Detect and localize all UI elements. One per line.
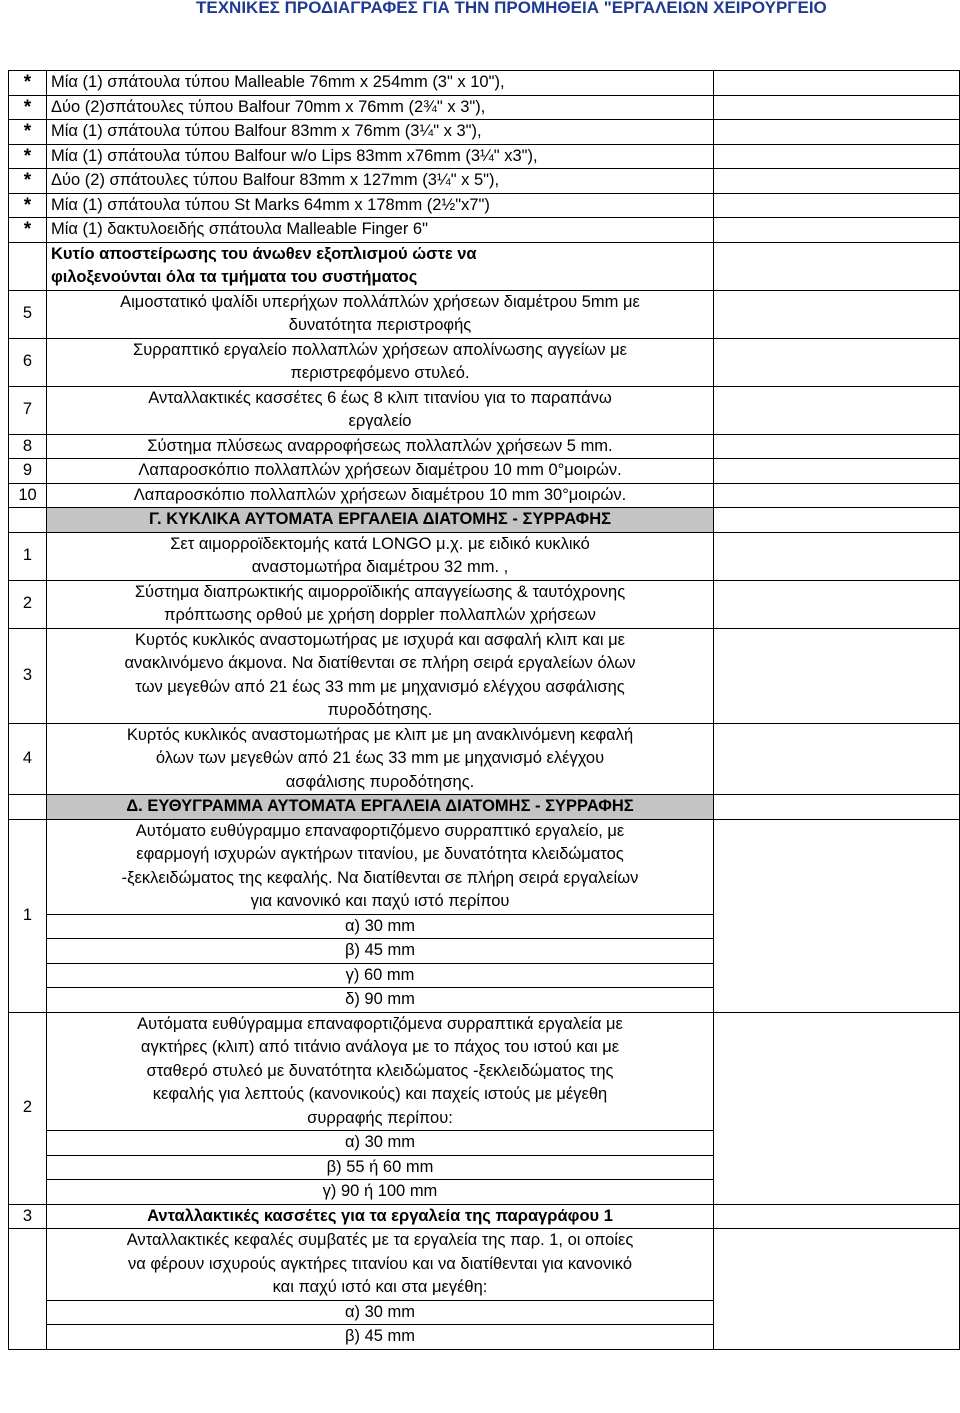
table-row bbox=[9, 120, 960, 145]
item-description bbox=[47, 120, 714, 145]
row-number: 2 bbox=[9, 580, 47, 628]
size-option: β) 45 mm bbox=[47, 1325, 714, 1350]
description-line: Κυρτός κυκλικός αναστομωτήρας με ισχυρά και ασφαλή κλιπ και με bbox=[134, 630, 626, 649]
response-cell bbox=[714, 532, 960, 580]
row-number: 4 bbox=[9, 723, 47, 795]
item-description bbox=[47, 532, 714, 580]
table-row bbox=[9, 628, 960, 723]
table-row bbox=[9, 290, 960, 338]
row-number: * bbox=[9, 120, 47, 145]
row-number: * bbox=[9, 169, 47, 194]
item-description bbox=[47, 1012, 714, 1131]
description-line: των μεγεθών από 21 έως 33 mm με μηχανισμό ελέγχου ασφάλισης bbox=[135, 677, 625, 696]
table-row bbox=[9, 1229, 960, 1301]
response-cell bbox=[714, 242, 960, 290]
row-number: 6 bbox=[9, 338, 47, 386]
table-row bbox=[9, 144, 960, 169]
description-line: εργαλείο bbox=[348, 412, 412, 430]
section-header-row bbox=[9, 795, 960, 820]
description-line: Μία (1) σπάτουλα τύπου Balfour 83mm x 76mm (3¼" x 3"), bbox=[51, 122, 482, 140]
description-line: ασφάλισης πυροδότησης. bbox=[285, 772, 475, 791]
row-number: 8 bbox=[9, 434, 47, 459]
response-cell bbox=[714, 1012, 960, 1204]
description-line: Σύστημα διαπρωκτικής αιμορροϊδικής απαγγείωσης & ταυτόχρονης bbox=[134, 582, 626, 601]
size-option: α) 30 mm bbox=[47, 1300, 714, 1325]
description-line: αναστομωτήρα διαμέτρου 32 mm. , bbox=[251, 558, 509, 576]
section-title: Δ. ΕΥΘΥΓΡΑΜΜΑ ΑΥΤΟΜΑΤΑ ΕΡΓΑΛΕΙΑ ΔΙΑΤΟΜΗΣ - ΣΥΡΡΑΦΗΣ bbox=[47, 795, 714, 820]
table-row bbox=[9, 386, 960, 434]
size-option: δ) 90 mm bbox=[47, 988, 714, 1013]
size-option: γ) 60 mm bbox=[47, 963, 714, 988]
item-heading: Ανταλλακτικές κασσέτες για τα εργαλεία της παραγράφου 1 bbox=[47, 1204, 714, 1229]
response-cell bbox=[714, 628, 960, 723]
row-number-cell bbox=[9, 508, 47, 533]
response-cell bbox=[714, 290, 960, 338]
response-cell bbox=[714, 144, 960, 169]
table-row bbox=[9, 459, 960, 484]
row-number-cell bbox=[9, 795, 47, 820]
description-line: φιλοξενούνται όλα τα τμήματα του συστήματος bbox=[51, 268, 418, 286]
description-line: Μία (1) σπάτουλα τύπου Balfour w/o Lips 83mm x76mm (3¼" x3"), bbox=[51, 146, 538, 165]
item-description bbox=[47, 169, 714, 194]
response-cell bbox=[714, 95, 960, 120]
row-number: * bbox=[9, 95, 47, 120]
response-cell bbox=[714, 819, 960, 1012]
item-description bbox=[47, 819, 714, 914]
description-line: Μία (1) σπάτουλα τύπου Malleable 76mm x 254mm (3" x 10"), bbox=[51, 73, 505, 91]
table-row bbox=[9, 580, 960, 628]
document-title: ΤΕΧΝΙΚΕΣ ΠΡΟΔΙΑΓΡΑΦΕΣ ΓΙΑ ΤΗΝ ΠΡΟΜΗΘΕΙΑ "ΕΡΓΑΛΕΙΩΝ ΧΕΙΡΟΥΡΓΕΙΟ bbox=[196, 0, 827, 17]
description-line: Σετ αιμορροϊδεκτομής κατά LONGO μ.χ. με ειδικό κυκλικό bbox=[170, 534, 590, 553]
response-cell bbox=[714, 193, 960, 218]
response-cell bbox=[714, 71, 960, 96]
row-number: * bbox=[9, 71, 47, 96]
description-line: όλων των μεγεθών από 21 έως 33 mm με μηχανισμό ελέγχου bbox=[155, 749, 605, 767]
row-number: * bbox=[9, 193, 47, 218]
description-line: Μία (1) δακτυλοειδής σπάτουλα Malleable Finger 6" bbox=[51, 220, 428, 238]
item-description bbox=[47, 580, 714, 628]
response-cell bbox=[714, 386, 960, 434]
table-row bbox=[9, 532, 960, 580]
response-cell bbox=[714, 580, 960, 628]
row-number: 9 bbox=[9, 459, 47, 484]
item-description bbox=[47, 1229, 714, 1301]
row-number: 5 bbox=[9, 290, 47, 338]
table-row bbox=[9, 483, 960, 508]
table-row bbox=[9, 242, 960, 290]
table-row bbox=[9, 95, 960, 120]
response-cell bbox=[714, 169, 960, 194]
table-row bbox=[9, 1204, 960, 1229]
description-line: αγκτήρες (κλιπ) από τιτάνιο ανάλογα με το πάχος του ιστού και με bbox=[140, 1038, 620, 1056]
table-row bbox=[9, 434, 960, 459]
row-number: 1 bbox=[9, 532, 47, 580]
row-number: 10 bbox=[9, 483, 47, 508]
description-line: Μία (1) σπάτουλα τύπου St Marks 64mm x 178mm (2½"x7") bbox=[51, 195, 490, 214]
row-number: 3 bbox=[9, 1204, 47, 1229]
description-line: Δύο (2)σπάτουλες τύπου Balfour 70mm x 76mm (2¾" x 3"), bbox=[51, 97, 486, 116]
description-line: Δύο (2) σπάτουλες τύπου Balfour 83mm x 127mm (3¼" x 5"), bbox=[51, 171, 500, 189]
description-line: Σύστημα πλύσεως αναρροφήσεως πολλαπλών χρήσεων 5 mm. bbox=[147, 436, 613, 455]
table-row bbox=[9, 723, 960, 795]
item-description bbox=[47, 338, 714, 386]
description-line: Ανταλλακτικές κεφαλές συμβατές με τα εργαλεία της παρ. 1, οι οποίες bbox=[126, 1231, 634, 1249]
description-line: συρραφής περίπου: bbox=[307, 1108, 453, 1127]
item-description bbox=[47, 723, 714, 795]
table-row bbox=[9, 218, 960, 243]
description-line: Λαπαροσκόπιο πολλαπλών χρήσεων διαμέτρου 10 mm 0°μοιρών. bbox=[138, 461, 622, 479]
row-number: * bbox=[9, 218, 47, 243]
item-description bbox=[47, 71, 714, 96]
size-option: β) 45 mm bbox=[47, 939, 714, 964]
description-line: δυνατότητα περιστροφής bbox=[288, 316, 472, 334]
item-description bbox=[47, 218, 714, 243]
response-cell bbox=[714, 483, 960, 508]
size-option: α) 30 mm bbox=[47, 914, 714, 939]
section-title: Γ. ΚΥΚΛΙΚΑ ΑΥΤΟΜΑΤΑ ΕΡΓΑΛΕΙΑ ΔΙΑΤΟΜΗΣ - ΣΥΡΡΑΦΗΣ bbox=[47, 508, 714, 533]
description-line: ανακλινόμενο άκμονα. Να διατίθενται σε πλήρη σειρά εργαλείων όλων bbox=[124, 654, 636, 672]
response-cell bbox=[714, 459, 960, 484]
row-number: 7 bbox=[9, 386, 47, 434]
item-description bbox=[47, 242, 714, 290]
description-line: Αυτόματα ευθύγραμμα επαναφορτιζόμενα συρραπτικά εργαλεία με bbox=[137, 1014, 623, 1033]
table-row bbox=[9, 338, 960, 386]
description-line: περιστρεφόμενο στυλεό. bbox=[290, 364, 470, 382]
response-cell bbox=[714, 434, 960, 459]
table-row bbox=[9, 169, 960, 194]
description-line: σταθερό στυλεό με δυνατότητα κλειδώματος -ξεκλειδώματος της bbox=[146, 1061, 614, 1080]
row-number bbox=[9, 1229, 47, 1350]
item-description bbox=[47, 193, 714, 218]
description-line: Κυρτός κυκλικός αναστομωτήρας με κλιπ με μη ανακλινόμενη κεφαλή bbox=[126, 725, 634, 744]
row-number bbox=[9, 242, 47, 290]
description-line: Λαπαροσκόπιο πολλαπλών χρήσεων διαμέτρου 10 mm 30°μοιρών. bbox=[133, 485, 627, 504]
size-option: α) 30 mm bbox=[47, 1131, 714, 1156]
item-description bbox=[47, 628, 714, 723]
response-cell bbox=[714, 338, 960, 386]
table-row bbox=[9, 1012, 960, 1131]
empty-cell bbox=[714, 508, 960, 533]
description-line: να φέρουν ισχυρούς αγκτήρες τιτανίου και να διατίθενται για κανονικό bbox=[127, 1254, 633, 1273]
item-description bbox=[47, 434, 714, 459]
item-description bbox=[47, 459, 714, 484]
description-line: για κανονικό και παχύ ιστό περίπου bbox=[250, 892, 510, 910]
description-line: Αιμοστατικό ψαλίδι υπερήχων πολλάπλών χρήσεων διαμέτρου 5mm με bbox=[120, 292, 640, 311]
item-description bbox=[47, 483, 714, 508]
description-line: και παχύ ιστό και στα μεγέθη: bbox=[272, 1278, 488, 1296]
response-cell bbox=[714, 120, 960, 145]
item-description bbox=[47, 290, 714, 338]
size-option: γ) 90 ή 100 mm bbox=[47, 1180, 714, 1205]
section-header-row bbox=[9, 508, 960, 533]
table-row bbox=[9, 819, 960, 914]
row-number: * bbox=[9, 144, 47, 169]
response-cell bbox=[714, 218, 960, 243]
specifications-table bbox=[8, 70, 960, 1350]
description-line: Ανταλλακτικές κασσέτες 6 έως 8 κλιπ τιτανίου για το παραπάνω bbox=[148, 388, 612, 407]
description-line: Συρραπτικό εργαλείο πολλαπλών χρήσεων απολίνωσης αγγείων με bbox=[133, 340, 627, 359]
row-number: 2 bbox=[9, 1012, 47, 1204]
size-option: β) 55 ή 60 mm bbox=[47, 1155, 714, 1180]
table-row bbox=[9, 71, 960, 96]
description-line: κεφαλής για λεπτούς (κανονικούς) και παχείς ιστούς με μέγεθη bbox=[152, 1085, 608, 1103]
item-description bbox=[47, 386, 714, 434]
description-line: Αυτόματο ευθύγραμμο επαναφορτιζόμενο συρραπτικό εργαλείο, με bbox=[135, 821, 625, 840]
item-description bbox=[47, 144, 714, 169]
row-number: 3 bbox=[9, 628, 47, 723]
response-cell bbox=[714, 1229, 960, 1350]
description-line: πρόπτωσης ορθού με χρήση doppler πολλαπλών χρήσεων bbox=[164, 606, 596, 624]
item-description bbox=[47, 95, 714, 120]
row-number: 1 bbox=[9, 819, 47, 1012]
description-line: -ξεκλειδώματος της κεφαλής. Να διατίθενται σε πλήρη σειρά εργαλείων bbox=[121, 868, 639, 887]
response-cell bbox=[714, 1204, 960, 1229]
description-line: Κυτίο αποστείρωσης του άνωθεν εξοπλισμού ώστε να bbox=[51, 244, 477, 263]
table-row bbox=[9, 193, 960, 218]
empty-cell bbox=[714, 795, 960, 820]
description-line: εφαρμογή ισχυρών αγκτήρων τιτανίου, με δυνατότητα κλειδώματος bbox=[136, 845, 624, 863]
description-line: πυροδότησης. bbox=[327, 701, 433, 719]
response-cell bbox=[714, 723, 960, 795]
